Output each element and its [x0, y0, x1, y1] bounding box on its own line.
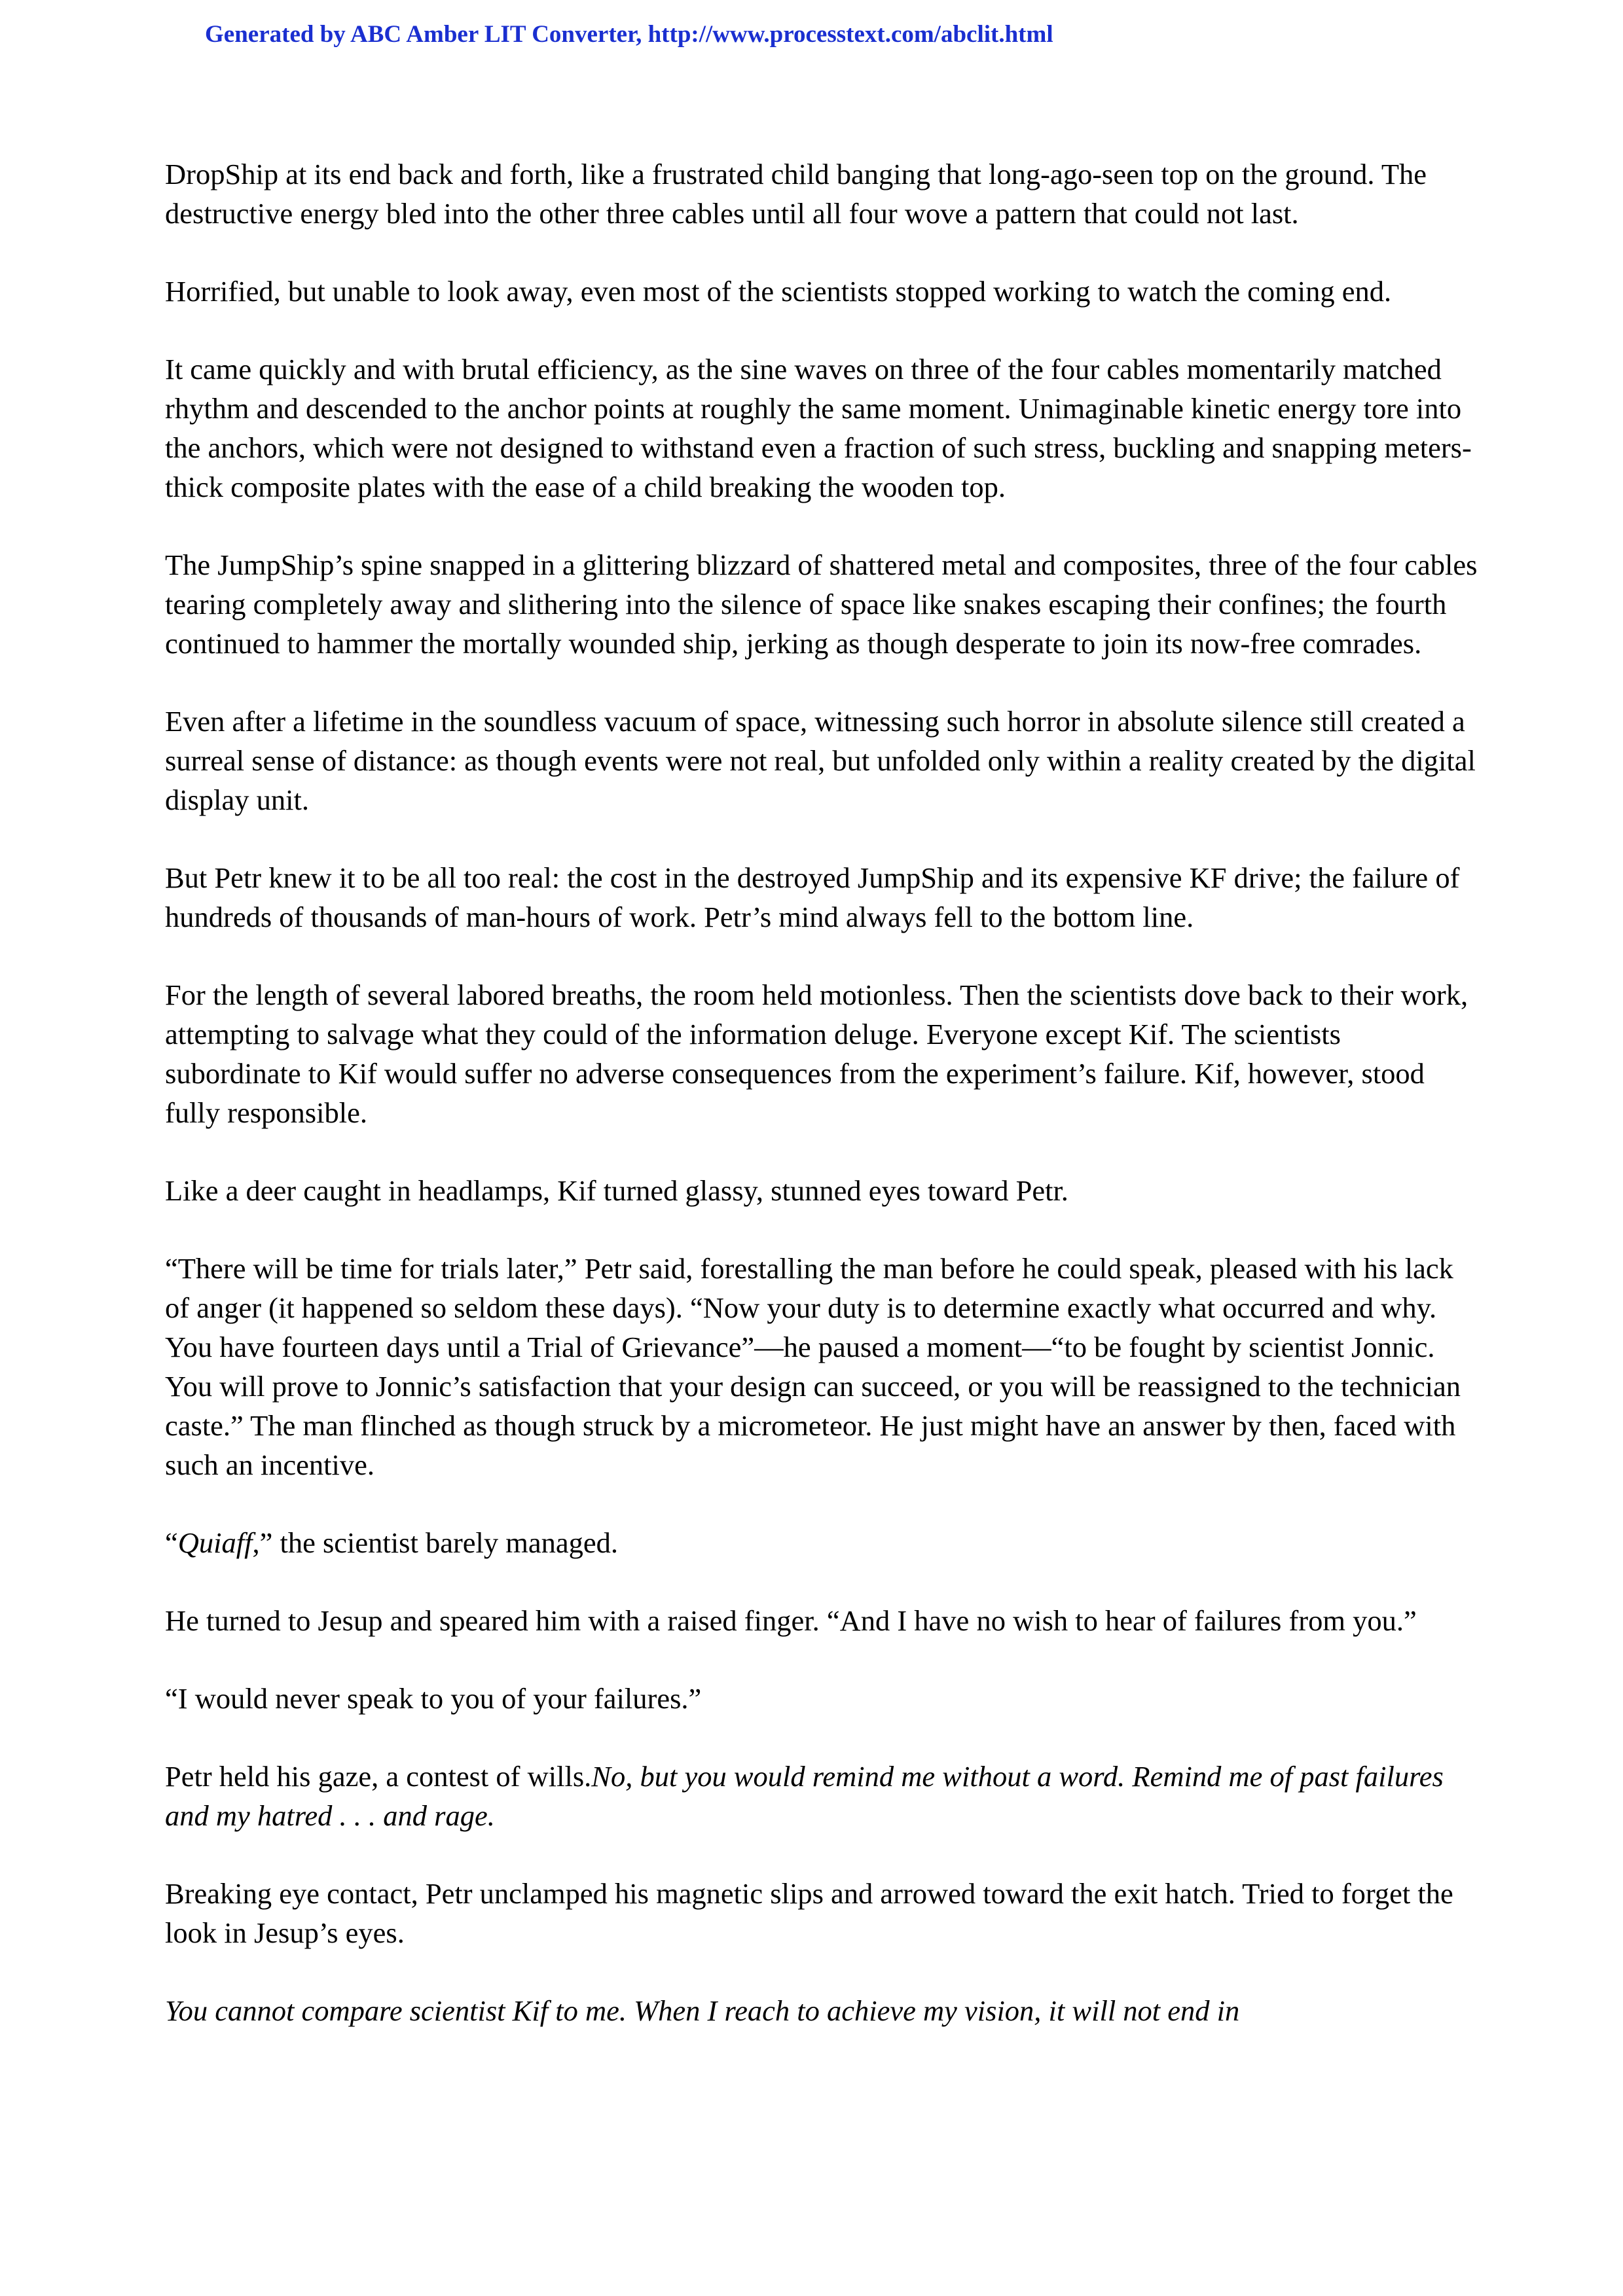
- paragraph-10-before: “: [165, 1526, 178, 1559]
- paragraph-10-after: ,” the scientist barely managed.: [252, 1526, 619, 1559]
- paragraph-13-before: Petr held his gaze, a contest of wills.: [165, 1760, 592, 1793]
- paragraph-10-italic: Quiaff: [177, 1526, 253, 1559]
- paragraph-10: [165, 1523, 1481, 1562]
- converter-header-link[interactable]: Generated by ABC Amber LIT Converter, http://www.processtext.com/abclit.html: [205, 21, 1053, 48]
- paragraph-3: It came quickly and with brutal efficiency, as the sine waves on three of the four cables momentarily matched rhythm and descended to the anchor points at roughly the same moment. Unimaginable kinetic energy tore into the anchors, which were not designed to withstand even a fraction of such stress, buckling and snapping meters-thick composite plates with the ease of a child breaking the wooden top.: [165, 353, 1472, 503]
- paragraph-15-italic: You cannot compare scientist Kif to me. When I reach to achieve my vision, it will not end in: [165, 1994, 1240, 2027]
- paragraph-11: He turned to Jesup and speared him with a raised finger. “And I have no wish to hear of failures from you.”: [165, 1604, 1417, 1637]
- paragraph-13-italic: No, but you would remind me without a word. Remind me of past failures and my hatred . . . and rage.: [165, 1760, 1444, 1832]
- paragraph-13: [165, 1757, 1481, 1835]
- paragraph-7: For the length of several labored breaths, the room held motionless. Then the scientists dove back to their work, attempting to salvage what they could of the information deluge. Everyone except Kif. The scientists subordinate to Kif would suffer no adverse consequences from the experiment’s failure. Kif, however, stood fully responsible.: [165, 978, 1468, 1129]
- paragraph-4: The JumpShip’s spine snapped in a glittering blizzard of shattered metal and composites, three of the four cables tearing completely away and slithering into the silence of space like snakes escaping their confines; the fourth continued to hammer the mortally wounded ship, jerking as though desperate to join its now-free comrades.: [165, 548, 1478, 660]
- paragraph-5: Even after a lifetime in the soundless vacuum of space, witnessing such horror in absolute silence still created a surreal sense of distance: as though events were not real, but unfolded only within a reality created by the digital display unit.: [165, 705, 1476, 816]
- document-body: [165, 154, 1481, 2030]
- paragraph-9: “There will be time for trials later,” Petr said, forestalling the man before he could speak, pleased with his lack of anger (it happened so seldom these days). “Now your duty is to determine exactly what occurred and why. You have fourteen days until a Trial of Grievance”—he paused a moment—“to be fought by scientist Jonnic. You will prove to Jonnic’s satisfaction that your design can succeed, or you will be reassigned to the technician caste.” The man flinched as though struck by a micrometeor. He just might have an answer by then, faced with such an incentive.: [165, 1252, 1461, 1481]
- paragraph-8: Like a deer caught in headlamps, Kif turned glassy, stunned eyes toward Petr.: [165, 1174, 1068, 1207]
- paragraph-15: [165, 1991, 1481, 2030]
- paragraph-6: But Petr knew it to be all too real: the cost in the destroyed JumpShip and its expensive KF drive; the failure of hundreds of thousands of man-hours of work. Petr’s mind always fell to the bottom line.: [165, 861, 1460, 933]
- paragraph-1: DropShip at its end back and forth, like a frustrated child banging that long-ago-seen top on the ground. The destructive energy bled into the other three cables until all four wove a pattern that could not last.: [165, 158, 1427, 230]
- paragraph-12: “I would never speak to you of your failures.”: [165, 1682, 702, 1715]
- paragraph-14: Breaking eye contact, Petr unclamped his magnetic slips and arrowed toward the exit hatch. Tried to forget the look in Jesup’s eyes.: [165, 1877, 1453, 1949]
- paragraph-2: Horrified, but unable to look away, even most of the scientists stopped working to watch the coming end.: [165, 275, 1392, 308]
